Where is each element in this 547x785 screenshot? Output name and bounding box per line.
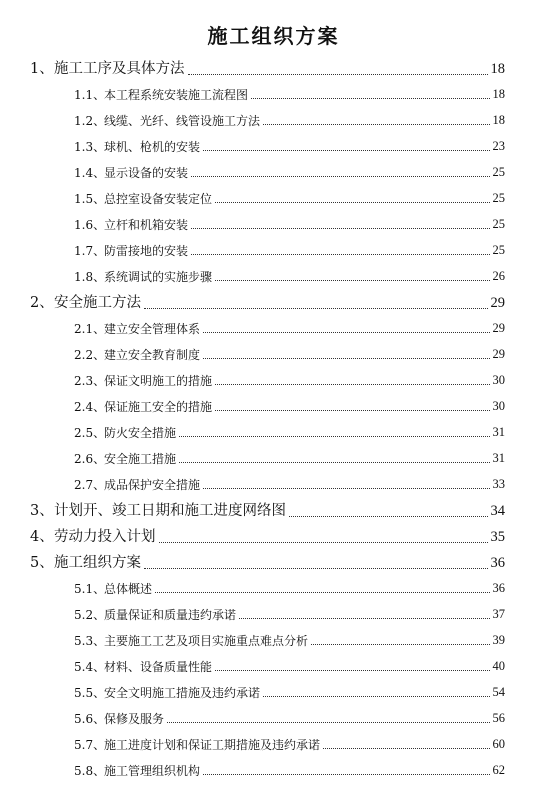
- toc-entry-subsection[interactable]: [74, 322, 505, 335]
- toc-entry-number: 5.1、: [74, 581, 106, 596]
- toc-page-number: 25: [492, 217, 505, 231]
- toc-entry-title: 显示设备的安装: [104, 165, 189, 180]
- toc-page-number: 30: [492, 399, 505, 413]
- toc-entry-section[interactable]: [30, 556, 505, 571]
- toc-entry-number: 1.8、: [74, 269, 106, 284]
- toc-entry-title: 安全施工措施: [104, 451, 177, 466]
- toc-dot-leader: [289, 515, 488, 517]
- toc-page-number: 31: [492, 451, 505, 465]
- toc-dot-leader: [144, 307, 488, 309]
- toc-page-number: 60: [492, 737, 505, 751]
- toc-entry-subsection[interactable]: [74, 634, 505, 647]
- toc-entry-number: 2.2、: [74, 347, 106, 362]
- toc-page-number: 25: [492, 191, 505, 205]
- toc-page-number: 37: [492, 607, 505, 621]
- toc-entry-subsection[interactable]: [74, 166, 505, 179]
- toc-entry-section[interactable]: [30, 62, 505, 77]
- toc-page-number: 31: [492, 425, 505, 439]
- toc-entry-subsection[interactable]: [74, 608, 505, 621]
- toc-page-number: 23: [492, 139, 505, 153]
- toc-dot-leader: [167, 721, 489, 723]
- toc-dot-leader: [203, 773, 489, 775]
- toc-entry-subsection[interactable]: [74, 218, 505, 231]
- toc-entry-subsection[interactable]: [74, 88, 505, 101]
- toc-entry-number: 5.5、: [74, 685, 106, 700]
- toc-entry-number: 2.3、: [74, 373, 106, 388]
- toc-dot-leader: [203, 357, 489, 359]
- toc-entry-number: 5、: [30, 555, 54, 571]
- toc-entry-number: 1.4、: [74, 165, 106, 180]
- toc-entry-title: 防雷接地的安装: [104, 243, 189, 258]
- toc-entry-title: 保证文明施工的措施: [104, 373, 213, 388]
- toc-page-number: 25: [492, 243, 505, 257]
- toc-dot-leader: [191, 253, 489, 255]
- toc-entry-section[interactable]: [30, 504, 505, 519]
- toc-entry-section[interactable]: [30, 530, 505, 545]
- toc-page-number: 18: [492, 87, 505, 101]
- toc-entry-title: 保修及服务: [104, 711, 165, 726]
- toc-dot-leader: [191, 227, 489, 229]
- toc-page-number: 62: [492, 763, 505, 777]
- toc-entry-number: 5.6、: [74, 711, 106, 726]
- toc-entry-number: 1.6、: [74, 217, 106, 232]
- toc-entry-number: 2.4、: [74, 399, 106, 414]
- toc-entry-subsection[interactable]: [74, 140, 505, 153]
- toc-dot-leader: [323, 747, 489, 749]
- toc-page-number: 54: [492, 685, 505, 699]
- toc-dot-leader: [215, 409, 489, 411]
- toc-dot-leader: [215, 383, 489, 385]
- toc-entry-number: 1.7、: [74, 243, 106, 258]
- toc-dot-leader: [263, 123, 489, 125]
- toc-entry-number: 2.6、: [74, 451, 106, 466]
- toc-entry-title: 施工进度计划和保证工期措施及违约承诺: [104, 737, 321, 752]
- toc-dot-leader: [179, 435, 489, 437]
- toc-entry-subsection[interactable]: [74, 660, 505, 673]
- toc-entry-number: 2、: [30, 295, 54, 311]
- toc-entry-number: 1.3、: [74, 139, 106, 154]
- toc-page-number: 18: [490, 61, 505, 77]
- toc-page-number: 40: [492, 659, 505, 673]
- toc-page-number: 29: [492, 347, 505, 361]
- toc-entry-subsection[interactable]: [74, 764, 505, 777]
- toc-entry-number: 1.5、: [74, 191, 106, 206]
- toc-dot-leader: [251, 97, 489, 99]
- toc-entry-title: 成品保护安全措施: [104, 477, 201, 492]
- toc-page-number: 56: [492, 711, 505, 725]
- toc-dot-leader: [203, 331, 489, 333]
- toc-entry-subsection[interactable]: [74, 114, 505, 127]
- toc-entry-subsection[interactable]: [74, 426, 505, 439]
- toc-entry-number: 2.1、: [74, 321, 106, 336]
- toc-entry-title: 线缆、光纤、线管设施工方法: [104, 113, 261, 128]
- toc-entry-subsection[interactable]: [74, 686, 505, 699]
- toc-entry-number: 1.1、: [74, 87, 106, 102]
- toc-entry-title: 质量保证和质量违约承诺: [104, 607, 237, 622]
- toc-dot-leader: [263, 695, 489, 697]
- toc-entry-title: 计划开、竣工日期和施工进度网络图: [54, 503, 286, 519]
- toc-entry-number: 2.7、: [74, 477, 106, 492]
- toc-entry-title: 安全施工方法: [54, 295, 141, 311]
- toc-dot-leader: [144, 567, 488, 569]
- toc-entry-title: 施工工序及具体方法: [54, 61, 185, 77]
- toc-dot-leader: [203, 149, 489, 151]
- toc-entry-title: 建立安全教育制度: [104, 347, 201, 362]
- toc-entry-number: 5.7、: [74, 737, 106, 752]
- toc-entry-title: 立杆和机箱安装: [104, 217, 189, 232]
- toc-dot-leader: [215, 669, 489, 671]
- toc-entry-number: 2.5、: [74, 425, 106, 440]
- toc-entry-title: 安全文明施工措施及违约承诺: [104, 685, 261, 700]
- toc-dot-leader: [239, 617, 489, 619]
- toc-entry-subsection[interactable]: [74, 374, 505, 387]
- toc-page-number: 36: [492, 581, 505, 595]
- toc-dot-leader: [215, 279, 489, 281]
- toc-dot-leader: [191, 175, 489, 177]
- toc-entry-subsection[interactable]: [74, 712, 505, 725]
- toc-entry-subsection[interactable]: [74, 270, 505, 283]
- toc-entry-number: 1、: [30, 61, 54, 77]
- toc-page-number: 35: [490, 529, 505, 545]
- toc-page-number: 33: [492, 477, 505, 491]
- toc-entry-title: 防火安全措施: [104, 425, 177, 440]
- toc-page-number: 30: [492, 373, 505, 387]
- toc-entry-number: 5.4、: [74, 659, 106, 674]
- toc-entry-title: 总体概述: [104, 581, 153, 596]
- toc-entry-subsection[interactable]: [74, 478, 505, 491]
- toc-entry-subsection[interactable]: [74, 738, 505, 751]
- toc-entry-section[interactable]: [30, 296, 505, 311]
- toc-entry-title: 球机、枪机的安装: [104, 139, 201, 154]
- toc-page-number: 26: [492, 269, 505, 283]
- toc-entry-title: 建立安全管理体系: [104, 321, 201, 336]
- toc-entry-number: 5.2、: [74, 607, 106, 622]
- toc-entry-subsection[interactable]: [74, 582, 505, 595]
- toc-dot-leader: [179, 461, 489, 463]
- toc-dot-leader: [203, 487, 489, 489]
- toc-entry-title: 保证施工安全的措施: [104, 399, 213, 414]
- toc-dot-leader: [311, 643, 489, 645]
- toc-entry-title: 系统调试的实施步骤: [104, 269, 213, 284]
- toc-entry-title: 施工组织方案: [54, 555, 141, 571]
- toc-entry-subsection[interactable]: [74, 244, 505, 257]
- toc-page-number: 34: [490, 503, 505, 519]
- toc-page-number: 36: [490, 555, 505, 571]
- toc-entry-title: 主要施工工艺及项目实施重点难点分析: [104, 633, 309, 648]
- toc-entry-title: 施工管理组织机构: [104, 763, 201, 778]
- toc-entry-subsection[interactable]: [74, 192, 505, 205]
- toc-entry-subsection[interactable]: [74, 452, 505, 465]
- toc-entry-subsection[interactable]: [74, 348, 505, 361]
- toc-entry-title: 本工程系统安装施工流程图: [104, 87, 249, 102]
- toc-page-number: 29: [490, 295, 505, 311]
- toc-page-number: 39: [492, 633, 505, 647]
- toc-entry-title: 劳动力投入计划: [54, 529, 156, 545]
- toc-entry-title: 总控室设备安装定位: [104, 191, 213, 206]
- page-title: 施工组织方案: [207, 24, 340, 48]
- toc-entry-number: 3、: [30, 503, 54, 519]
- toc-dot-leader: [155, 591, 489, 593]
- toc-entry-number: 5.8、: [74, 763, 106, 778]
- toc-dot-leader: [215, 201, 489, 203]
- toc-entry-number: 5.3、: [74, 633, 106, 648]
- toc-dot-leader: [188, 73, 488, 75]
- toc-entry-number: 1.2、: [74, 113, 106, 128]
- toc-page-number: 25: [492, 165, 505, 179]
- toc-page-number: 18: [492, 113, 505, 127]
- toc-entry-title: 材料、设备质量性能: [104, 659, 213, 674]
- toc-page-number: 29: [492, 321, 505, 335]
- toc-dot-leader: [159, 541, 488, 543]
- toc-entry-subsection[interactable]: [74, 400, 505, 413]
- toc-entry-number: 4、: [30, 529, 54, 545]
